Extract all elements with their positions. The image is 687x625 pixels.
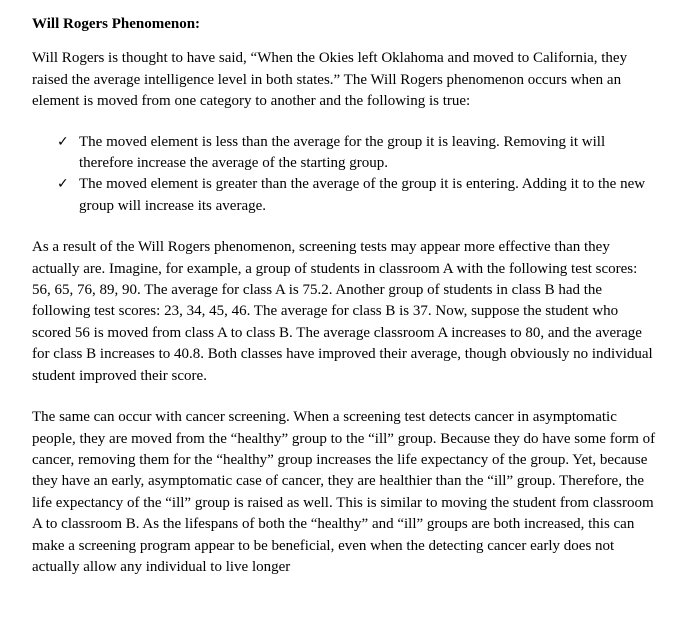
conditions-list <box>32 132 659 218</box>
condition-text: The moved element is less than the average for the group it is leaving. Removing it will therefore increase the average of the starting group. <box>79 133 606 172</box>
condition-item <box>57 174 659 217</box>
cancer-screening-paragraph: The same can occur with cancer screening. When a screening test detects cancer in asymptomatic people, they are moved from the “healthy” group to the “ill” group. Because they do have some form of cancer, removing them for the “healthy” group increases the life expectancy of the group. Yet, because they have an early, asymptomatic case of cancer, they are healthier than the “ill” group. Therefore, the life expectancy of the “ill” group is raised as well. This is similar to moving the student from classroom A to classroom B. As the lifespans of both the “healthy” and “ill” groups are both increased, this can make a screening program appear to be beneficial, even when the detecting cancer early does not actually allow any individual to live longer <box>32 409 656 575</box>
document-title: Will Rogers Phenomenon: <box>32 16 201 32</box>
check-icon: ✓ <box>57 133 69 150</box>
intro-paragraph: Will Rogers is thought to have said, “When the Okies left Oklahoma and moved to California, they raised the average intelligence level in both states.” The Will Rogers phenomenon occurs when an element is moved from one category to another and the following is true: <box>32 50 628 110</box>
condition-text: The moved element is greater than the average of the group it is entering. Adding it to the new group will increase its average. <box>79 176 646 214</box>
classroom-example-paragraph: As a result of the Will Rogers phenomenon, screening tests may appear more effective than they actually are. Imagine, for example, a group of students in classroom A with the following test scores: 56, 65, 76, 89, 90. The average for class A is 75.2. Another group of students in class B had the following test scores: 23, 34, 45, 46. The average for class B is 37. Now, suppose the student who scored 56 is moved from class A to class B. The average classroom A increases to 80, and the average for class B increases to 40.8. Both classes have improved their average, though obviously no individual student improved their score. <box>32 239 653 384</box>
check-icon: ✓ <box>57 176 69 193</box>
condition-item <box>57 132 659 175</box>
